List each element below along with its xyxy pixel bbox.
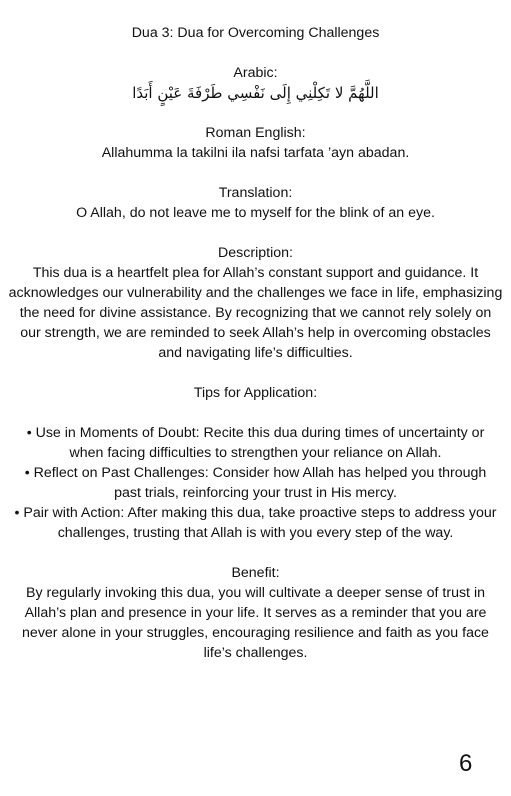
page-content (0, 23, 511, 663)
description-line: the need for divine assistance. By recognizing that we cannot rely solely on (19, 305, 492, 321)
arabic-text: اللَّهُمَّ لا تَكِلْنِي إِلَى نَفْسِي طَرْفَةَ عَيْنٍ أَبَدًا (132, 84, 379, 102)
roman-english-label: Roman English: (205, 125, 306, 141)
description-line: This dua is a heartfelt plea for Allah’s constant support and guidance. It (32, 265, 479, 281)
tip-item-line: • Reflect on Past Challenges: Consider how Allah has helped you through (24, 465, 487, 481)
roman-english-text: Allahumma la takilni ila nafsi tarfata ’ayn abadan. (101, 145, 410, 161)
page-number: 6 (459, 750, 473, 777)
description-line: and navigating life’s difficulties. (158, 345, 353, 361)
arabic-label: Arabic: (233, 65, 278, 81)
benefit-line: Allah’s plan and presence in your life. It serves as a reminder that you are (24, 605, 487, 621)
tip-item-line: • Use in Moments of Doubt: Recite this dua during times of uncertainty or (26, 425, 485, 441)
tip-item-line: past trials, reinforcing your trust in His mercy. (114, 485, 397, 501)
tip-item-line: • Pair with Action: After making this dua, take proactive steps to address your (14, 505, 497, 521)
dua-title: Dua 3: Dua for Overcoming Challenges (131, 25, 380, 41)
tips-label: Tips for Application: (193, 385, 318, 401)
benefit-line: By regularly invoking this dua, you will cultivate a deeper sense of trust in (26, 585, 485, 601)
description-label: Description: (218, 245, 293, 261)
benefit-line: never alone in your struggles, encouraging resilience and faith as you face (22, 625, 489, 641)
tip-item-line: challenges, trusting that Allah is with you every step of the way. (57, 525, 454, 541)
translation-text: O Allah, do not leave me to myself for the blink of an eye. (76, 205, 435, 221)
benefit-line: life’s challenges. (203, 645, 308, 661)
tip-item-line: when facing difficulties to strengthen your reliance on Allah. (69, 445, 442, 461)
translation-label: Translation: (218, 185, 293, 201)
benefit-label: Benefit: (231, 565, 280, 581)
description-line: our strength, we are reminded to seek Allah’s help in overcoming obstacles (20, 325, 491, 341)
description-line: acknowledges our vulnerability and the challenges we face in life, emphasizing (8, 285, 503, 301)
